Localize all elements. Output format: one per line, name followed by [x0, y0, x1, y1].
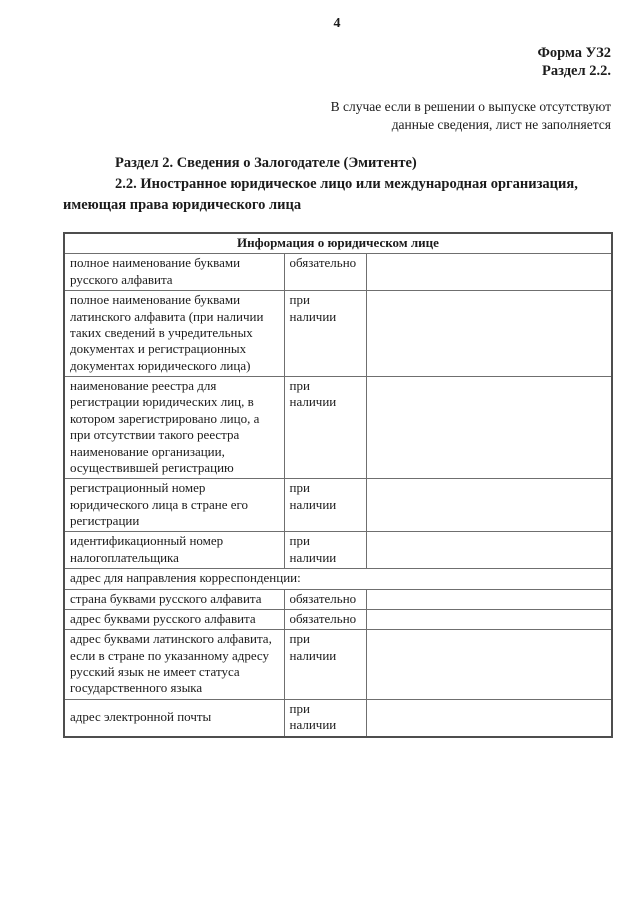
value-cell	[366, 254, 612, 291]
value-cell	[366, 479, 612, 532]
value-cell	[366, 532, 612, 569]
value-cell	[366, 291, 612, 377]
page-number: 4	[333, 16, 341, 31]
row-label: идентификационный номер налогоплательщика	[64, 532, 284, 569]
row-label: адрес электронной почты	[64, 699, 284, 736]
requirement-cell	[284, 291, 366, 377]
table-row	[64, 479, 612, 532]
requirement-text: при наличии	[289, 631, 337, 663]
row-label: адрес буквами латинского алфавита, если в стране по указанному адресу русский язык не имеет статуса государственного языка	[64, 630, 284, 700]
row-label: регистрационный номер юридического лица в стране его регистрации	[64, 479, 284, 532]
section-headings	[63, 153, 611, 215]
requirement-cell	[284, 254, 366, 291]
section-title: Раздел 2. Сведения о Залогодателе (Эмитенте)	[115, 155, 417, 172]
value-cell	[366, 589, 612, 609]
requirement-text: обязательно	[289, 255, 357, 271]
row-label: полное наименование буквами русского алфавита	[64, 254, 284, 291]
value-cell	[366, 609, 612, 629]
row-label: наименование реестра для регистрации юридических лиц, в котором зарегистрировано лицо, а при отсутствии такого реестра наименование организации, осуществившей регистрацию	[64, 377, 284, 479]
requirement-cell	[284, 589, 366, 609]
form-label: Форма УЗ2	[537, 45, 611, 61]
requirement-text: при наличии	[289, 378, 337, 410]
subsection-title: 2.2. Иностранное юридическое лицо или международная организация, имеющая права юридического лица	[63, 175, 578, 213]
table-row	[64, 532, 612, 569]
value-cell	[366, 630, 612, 700]
requirement-cell	[284, 532, 366, 569]
table-row	[64, 609, 612, 629]
note-line-2: данные сведения, лист не заполняется	[391, 116, 611, 132]
table-row	[64, 291, 612, 377]
row-label: адрес буквами русского алфавита	[64, 609, 284, 629]
requirement-text: при наличии	[289, 480, 337, 512]
requirement-cell	[284, 377, 366, 479]
requirement-text: обязательно	[289, 590, 357, 606]
form-reference	[63, 44, 611, 80]
requirement-cell	[284, 609, 366, 629]
row-label: страна буквами русского алфавита	[64, 589, 284, 609]
requirement-text: при наличии	[289, 292, 337, 324]
value-cell	[366, 699, 612, 736]
table-title-row	[64, 233, 612, 254]
requirement-cell	[284, 630, 366, 700]
table-title: Информация о юридическом лице	[64, 233, 612, 254]
row-label: адрес для направления корреспонденции:	[64, 569, 612, 589]
value-cell	[366, 377, 612, 479]
requirement-text: при наличии	[289, 700, 337, 733]
conditional-note	[63, 98, 611, 133]
table-row	[64, 589, 612, 609]
table-row	[64, 630, 612, 700]
table-row	[64, 699, 612, 736]
requirement-text: при наличии	[289, 533, 337, 565]
table-divider-row	[64, 569, 612, 589]
requirement-cell	[284, 479, 366, 532]
requirement-cell	[284, 699, 366, 736]
requirement-text: обязательно	[289, 610, 357, 626]
table-row	[64, 254, 612, 291]
legal-entity-info-table	[63, 232, 613, 738]
note-line-1: В случае если в решении о выпуске отсутствуют	[330, 99, 611, 115]
table-row	[64, 377, 612, 479]
form-section-label: Раздел 2.2.	[542, 63, 611, 80]
row-label: полное наименование буквами латинского алфавита (при наличии таких сведений в учредительных документах и регистрационных документах юридического лица)	[64, 291, 284, 377]
